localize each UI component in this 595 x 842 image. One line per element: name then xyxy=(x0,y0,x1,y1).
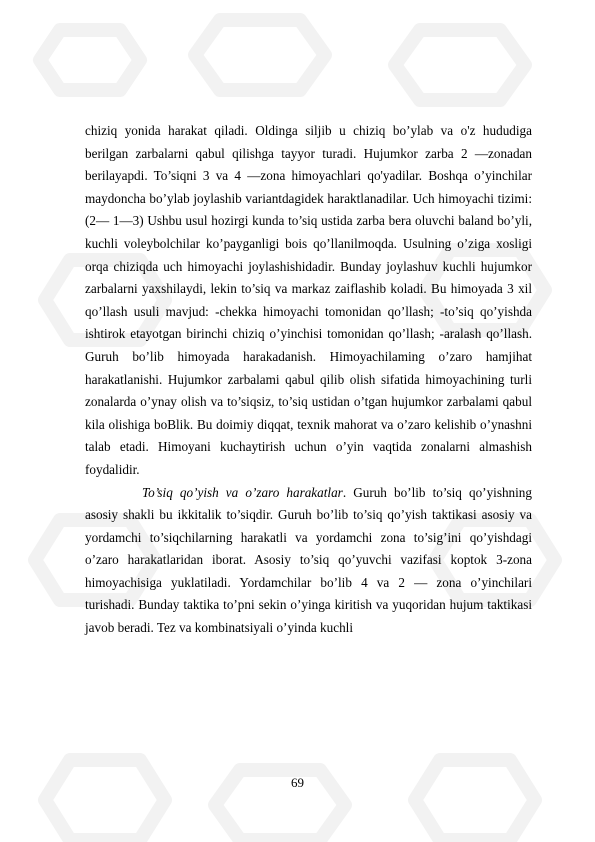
page-number: 69 xyxy=(291,775,304,790)
paragraph-defense-systems: chiziq yonida harakat qiladi. Oldinga siljib u chiziq bo’ylab va o'z hududiga berilgan zarbalarni qabul qilishga tayyor turadi. Hujumkor zarba 2 —zonadan berilayapdi. To’siqni 3 va 4 —zona himoyachlari qo'yadilar. Boshqa o’yinchilar maydoncha bo’ylab joylashib variantdagidek haraktlanadilar. Uch himoyachi tizimi: (2— 1—3) Ushbu usul hozirgi kunda to’siq ustida zarba bera oluvchi baland bo’yli, kuchli voleybolchilar ko’payganligi bois qo’llanilmoqda. Usulning o’ziga xosligi orqa chiziqda uch himoyachi joylashishidadir. Bunday joylashuv kuchli hujumkor zarbalarni yaxshilaydi, lekin to’siq va markaz zaiflashib koladi. Bu himoyada 3 xil qo’llash usuli mavjud: -chekka himoyachi tomonidan qo’llash; -to’siq qo’yishda ishtirok etayotgan birinchi chiziq o’yinchisi tomonidan qo’llash; -aralash qo’llash. Guruh bo’lib himoyada harakadanish. Himoyachilaming o’zaro hamjihat harakatlanishi. Hujumkor zarbalami qabul qilib olish sifatida himoyachining turli zonalarda o’ynay olish va to’siqsiz, to’siq ustidan o’tgan hujumkor zarbalami qabul kila olishiga boBlik. Bu doimiy diqqat, texnik mahorat va o’zaro kelishib o’ynashni talab etadi. Himoyani kuchaytirish uchun o’yin vaqtida zonalarni almashish foydalidir. xyxy=(85,123,532,477)
paragraph-block-title: To’siq qo’yish va o’zaro harakatlar xyxy=(142,484,343,500)
paragraph-block-body: . Guruh bo’lib to’siq qo’yishning asosiy shakli bu ikkitalik to’siqdir. Guruh bo’lib to’siq qo’yish taktikasi asosiy va yordamchi to’siqchilarning harakatli va yordamchi zona to’sig’ini qo’yishdagi o’zaro harakatlaridan iborat. Asosiy to’siq qo’yuvchi vazifasi koptok 3-zona himoyachisiga yuklatiladi. Yordamchilar bo’lib 4 va 2 — zona o’yinchilari turishadi. Bunday taktika to’pni sekin o’yinga kiritish va yuqoridan hujum taktikasi javob beradi. Tez va kombinatsiyali o’yinda kuchli xyxy=(85,484,532,636)
paragraph-block-interaction xyxy=(85,482,532,640)
body-text xyxy=(85,120,532,640)
